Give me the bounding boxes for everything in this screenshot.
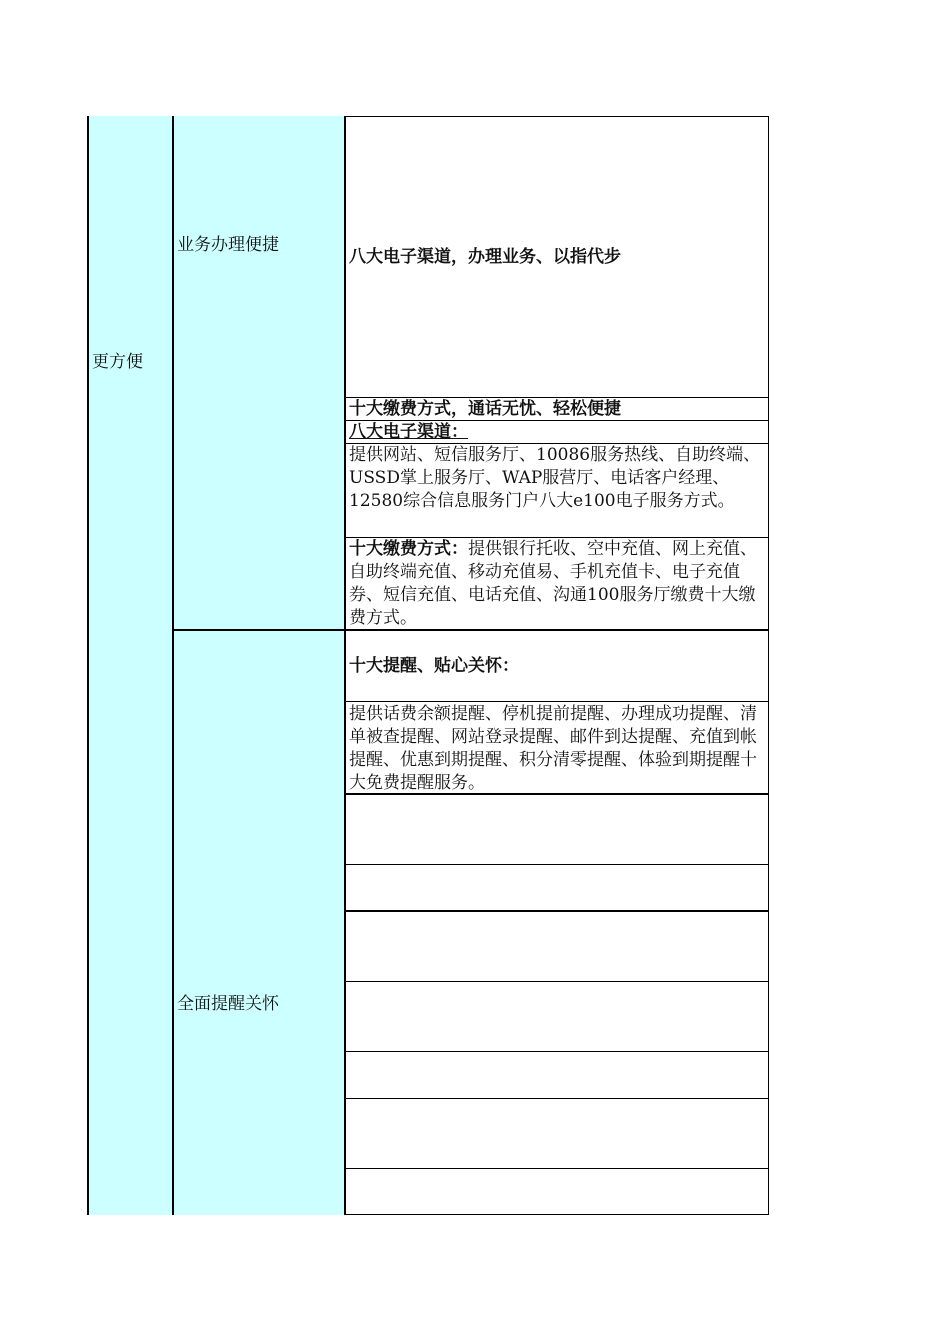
- subcategory-business: [174, 116, 346, 631]
- subcategory-business-label: 业务办理便捷: [177, 235, 279, 255]
- reminder-title: 十大提醒、贴心关怀：: [349, 655, 519, 676]
- payment-description-text: 提供银行托收、空中充值、网上充值、自助终端充值、移动充值易、手机充值卡、电子充值券、短信充值、电话充值、沟通100服务厅缴费十大缴费方式。: [349, 539, 757, 628]
- category-label: 更方便: [92, 352, 143, 372]
- empty-row: [346, 1099, 769, 1169]
- channels-title: 八大电子渠道：: [349, 422, 468, 442]
- subcategory-reminder: [174, 631, 346, 1215]
- empty-row: [346, 795, 769, 865]
- subcategory-reminder-label: 全面提醒关怀: [177, 994, 279, 1014]
- empty-row: [346, 912, 769, 982]
- empty-row: [346, 1169, 769, 1215]
- heading-electronic-channels: [346, 116, 769, 398]
- payment-description: [346, 538, 769, 631]
- heading-payment-methods: [346, 398, 769, 421]
- reminder-description: [346, 702, 769, 795]
- reminder-description-text: 提供话费余额提醒、停机提前提醒、办理成功提醒、清单被查提醒、网站登录提醒、邮件到达提醒、充值到帐提醒、优惠到期提醒、积分清零提醒、体验到期提醒十大免费提醒服务。: [349, 704, 757, 793]
- channels-description: [346, 444, 769, 538]
- empty-row: [346, 982, 769, 1052]
- channels-description-text: 提供网站、短信服务厅、10086服务热线、自助终端、USSD掌上服务厅、WAP服营厅、电话客户经理、12580综合信息服务门户八大e100电子服务方式。: [349, 445, 761, 511]
- empty-row: [346, 1052, 769, 1099]
- empty-row: [346, 865, 769, 912]
- channels-title-row: [346, 421, 769, 444]
- heading-electronic-channels-text: 八大电子渠道，办理业务、以指代步: [349, 246, 621, 267]
- reminder-title-row: [346, 631, 769, 702]
- payment-title: 十大缴费方式：: [349, 539, 468, 559]
- category-column: [87, 116, 174, 1215]
- heading-payment-methods-text: 十大缴费方式，通话无忧、轻松便捷: [349, 399, 621, 419]
